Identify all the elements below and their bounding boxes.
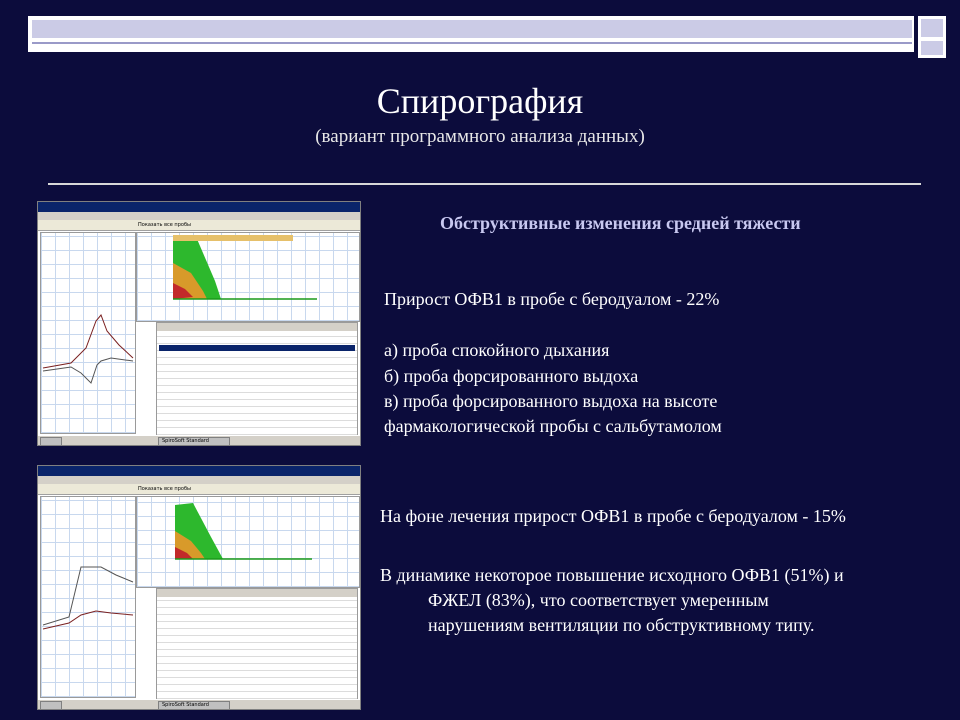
parameters-table — [156, 322, 358, 436]
flow-volume-curve — [137, 497, 359, 587]
dynamics-text-line3: нарушениям вентиляции по обструктивному типу. — [428, 615, 815, 635]
flow-volume-curve — [137, 233, 359, 321]
treatment-text: На фоне лечения прирост ОФВ1 в пробе с беродуалом - 15% — [380, 506, 846, 526]
spirography-screenshot-1 — [37, 201, 361, 446]
taskbar-app-button — [158, 701, 230, 710]
flow-volume-panel — [136, 496, 360, 588]
start-button — [40, 701, 62, 710]
table-header — [157, 589, 357, 597]
spirogram-panel — [40, 232, 136, 434]
section-heading: Обструктивные изменения средней тяжести — [440, 213, 801, 233]
spirography-screenshot-2 — [37, 465, 361, 710]
slide-subtitle: (вариант программного анализа данных) — [315, 126, 645, 147]
taskbar-app-label: SpiroSoft Standard — [162, 438, 209, 444]
spirogram-curve — [41, 233, 135, 433]
window-toolbar — [38, 220, 360, 231]
window-toolbar — [38, 484, 360, 495]
top-decor-band — [32, 20, 912, 38]
selected-row — [159, 345, 355, 351]
taskbar-app-button — [158, 437, 230, 446]
spirogram-curve — [41, 497, 135, 697]
windows-taskbar — [38, 699, 360, 709]
flow-volume-panel — [136, 232, 360, 322]
windows-taskbar — [38, 435, 360, 445]
dynamics-text-line2: ФЖЕЛ (83%), что соответствует умеренным — [428, 590, 769, 610]
item-c-text-line2: фармакологической пробы с сальбутамолом — [384, 416, 722, 436]
window-titlebar — [38, 202, 360, 212]
window-titlebar — [38, 466, 360, 476]
taskbar-app-label: SpiroSoft Standard — [162, 702, 209, 708]
corner-square-bottom — [918, 38, 946, 58]
window-menubar — [38, 476, 360, 484]
start-button — [40, 437, 62, 446]
slide-title: Спирография — [376, 81, 584, 121]
table-header — [157, 323, 357, 331]
increase-text: Прирост ОФВ1 в пробе с беродуалом - 22% — [384, 289, 720, 309]
toolbar-label: Показать все пробы — [138, 222, 191, 228]
item-a-text: а) проба спокойного дыхания — [384, 340, 610, 360]
toolbar-label: Показать все пробы — [138, 486, 191, 492]
window-menubar — [38, 212, 360, 220]
spirogram-panel — [40, 496, 136, 698]
corner-square-top — [918, 16, 946, 40]
item-b-text: б) проба форсированного выдоха — [384, 366, 639, 386]
item-c-text-line1: в) проба форсированного выдоха на высоте — [384, 391, 718, 411]
dynamics-text-line1: В динамике некоторое повышение исходного ОФВ1 (51%) и — [380, 565, 844, 585]
top-decor-line — [32, 42, 912, 44]
parameters-table — [156, 588, 358, 700]
title-divider — [48, 183, 921, 185]
